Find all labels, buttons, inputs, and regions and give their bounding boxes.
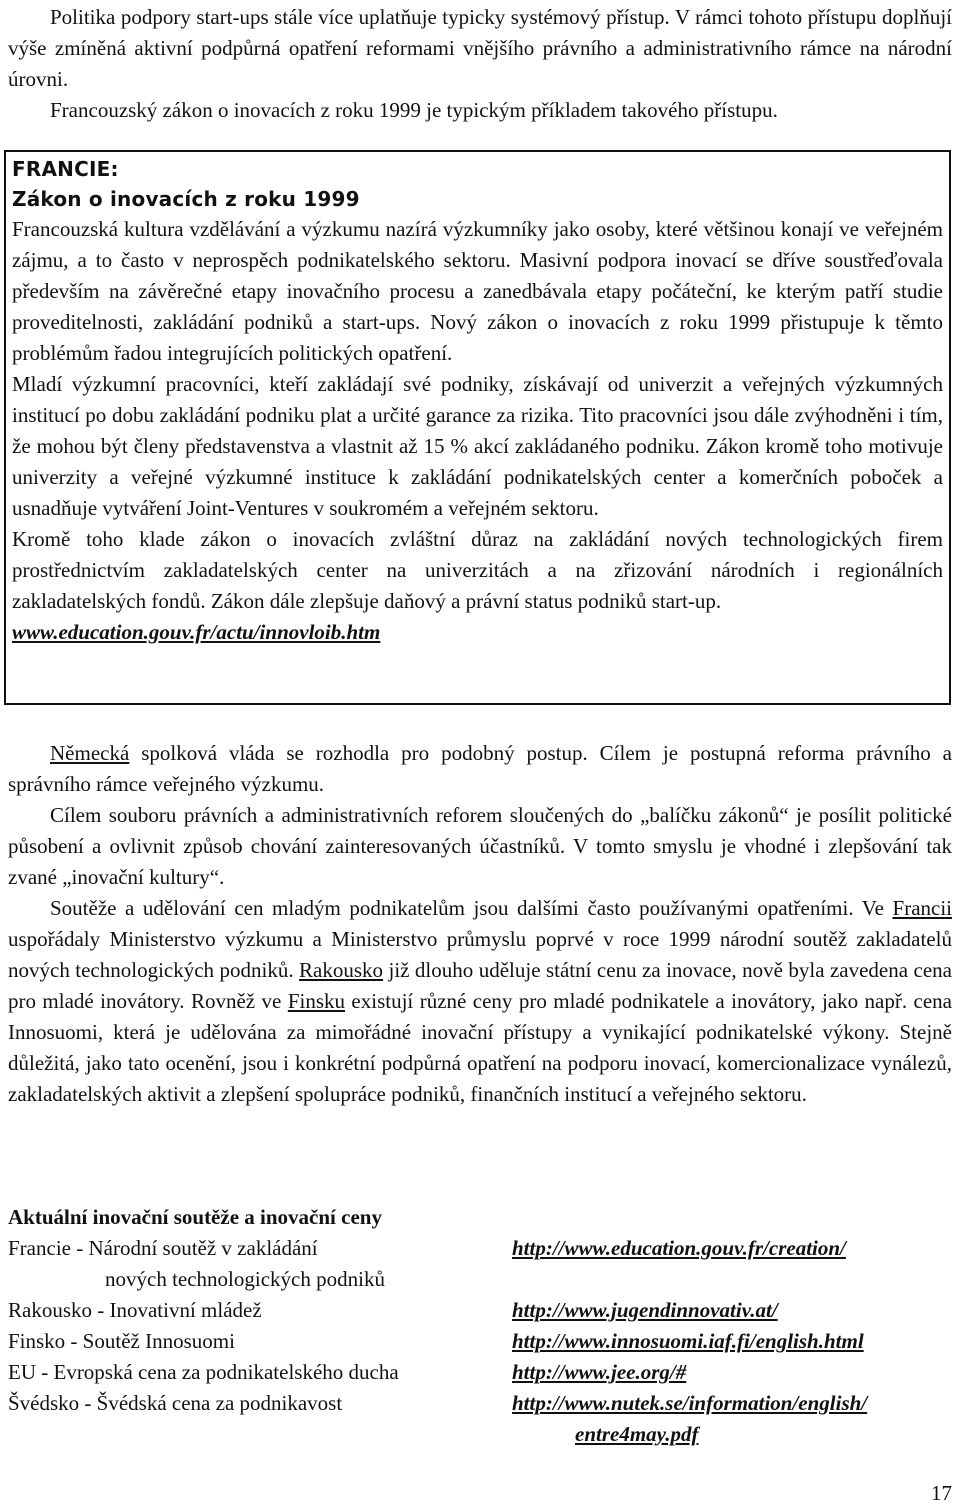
finland-ref: Finsku	[287, 989, 345, 1013]
competition-link[interactable]: http://www.education.gouv.fr/creation/	[512, 1236, 846, 1260]
competition-link[interactable]: http://www.innosuomi.iaf.fi/english.html	[512, 1329, 864, 1353]
box-heading-title: Zákon o inovacích z roku 1999	[12, 187, 360, 211]
box-heading-country: FRANCIE:	[12, 157, 119, 181]
competition-name: Švédsko - Švédská cena za podnikavost	[8, 1391, 343, 1415]
competitions-section	[8, 1202, 952, 1450]
list-item-continuation	[8, 1264, 952, 1295]
list-item	[8, 1326, 952, 1357]
main-text: spolková vláda se rozhodla pro podobný postup. Cílem je postupná reforma právního a správního rámce veřejného výzkumu.	[8, 741, 952, 796]
list-item-continuation	[8, 1419, 952, 1450]
competition-name: EU - Evropská cena za podnikatelského ducha	[8, 1360, 399, 1384]
main-paragraph: Cílem souboru právních a administrativních reforem sloučených do „balíčku zákonů“ je posílit politické působení a ovlivnit způsob chování zainteresovaných účastníků. V tomto smyslu je vhodné i zlepšování tak zvané „inovační kultury“.	[8, 803, 952, 889]
competition-link-cont[interactable]: entre4may.pdf	[575, 1422, 699, 1446]
main-text: Soutěže a udělování cen mladým podnikatelům jsou dalšími často používanými opatřeními. Ve	[50, 896, 893, 920]
box-paragraph: Kromě toho klade zákon o inovacích zvláštní důraz na zakládání nových technologických firem prostřednictvím zakladatelských center na univerzitách a na zřizování národních i regionálních zakladatelských fondů. Zákon dále zlepšuje daňový a právní status podniků start-up.	[12, 527, 943, 613]
competition-link[interactable]: http://www.jugendinnovativ.at/	[512, 1298, 778, 1322]
main-paragraph	[8, 893, 952, 1110]
list-item	[8, 1388, 952, 1419]
intro-paragraph: Politika podpory start-ups stále více uplatňuje typicky systémový přístup. V rámci tohoto přístupu doplňují výše zmíněná aktivní podpůrná opatření reformami vnějšího právního a administrativního rámce na národní úrovni.	[8, 5, 952, 91]
box-link[interactable]: www.education.gouv.fr/actu/innovloib.htm	[12, 620, 381, 644]
germany-ref: Německá	[50, 741, 130, 765]
list-item	[8, 1295, 952, 1326]
competition-name-cont: nových technologických podniků	[105, 1267, 385, 1291]
main-paragraph	[8, 738, 952, 800]
list-item	[8, 1233, 952, 1264]
main-text-section	[8, 738, 952, 1110]
intro-section	[8, 2, 952, 126]
main-text: existují různé ceny pro mladé podnikatele a inovátory, jako např. cena Innosuomi, která je udělována za mimořádné inovační přístupy a vynikající podnikatelské výkony. Stejně důležitá, jako tato ocenění, jsou i konkrétní podpůrná opatření na podporu inovací, komercionalizace vynálezů, zakladatelských aktivit a zlepšení spolupráce podniků, finančních institucí a veřejného sektoru.	[8, 989, 952, 1106]
competition-link[interactable]: http://www.jee.org/#	[512, 1360, 687, 1384]
competitions-title: Aktuální inovační soutěže a inovační ceny	[8, 1205, 382, 1229]
austria-ref: Rakousko	[299, 958, 384, 982]
box-paragraph: Mladí výzkumní pracovníci, kteří zakládají své podniky, získávají od univerzit a veřejných výzkumných institucí po dobu zakládání podniku plat a určité garance za rizika. Tito pracovníci jsou dále zvýhodněni i tím, že mohou být členy představenstva a vlastnit až 15 % akcí zakládaného podniku. Zákon kromě toho motivuje univerzity a veřejné výzkumné instituce k zakládání podnikatelských center a komerčních poboček a usnadňuje vytváření Joint-Ventures v soukromém a veřejném sektoru.	[12, 372, 943, 520]
main-text: již dlouho uděluje státní cenu za inovace, nově byla zavedena cena pro mladé inovátory. Rovněž ve	[8, 958, 952, 1013]
box-paragraph: Francouzská kultura vzdělávání a výzkumu nazírá výzkumníky jako osoby, které většinou konají ve veřejném zájmu, a to často v neprospěch podnikatelského sektoru. Masivní podpora inovací se dříve soustřeďovala především na závěrečné etapy inovačního procesu a zanedbávala etapy počáteční, ke kterým patří studie proveditelnosti, zakládání podniků a start-ups. Nový zákon o inovacích z roku 1999 přistupuje k těmto problémům řadou integrujících politických opatření.	[12, 217, 943, 365]
france-law-box	[4, 150, 951, 705]
france-ref: Francii	[892, 896, 952, 920]
competition-name: Francie - Národní soutěž v zakládání	[8, 1236, 318, 1260]
competition-name: Rakousko - Inovativní mládež	[8, 1298, 262, 1322]
intro-paragraph: Francouzský zákon o inovacích z roku 1999 je typickým příkladem takového přístupu.	[50, 98, 778, 122]
page-number: 17	[931, 1481, 952, 1505]
competition-link[interactable]: http://www.nutek.se/information/english/	[512, 1391, 868, 1415]
main-text: uspořádaly Ministerstvo výzkumu a Ministerstvo průmyslu poprvé v roce 1999 národní soutěž zakladatelů nových technologických podniků.	[8, 927, 952, 982]
list-item	[8, 1357, 952, 1388]
competition-name: Finsko - Soutěž Innosuomi	[8, 1329, 235, 1353]
